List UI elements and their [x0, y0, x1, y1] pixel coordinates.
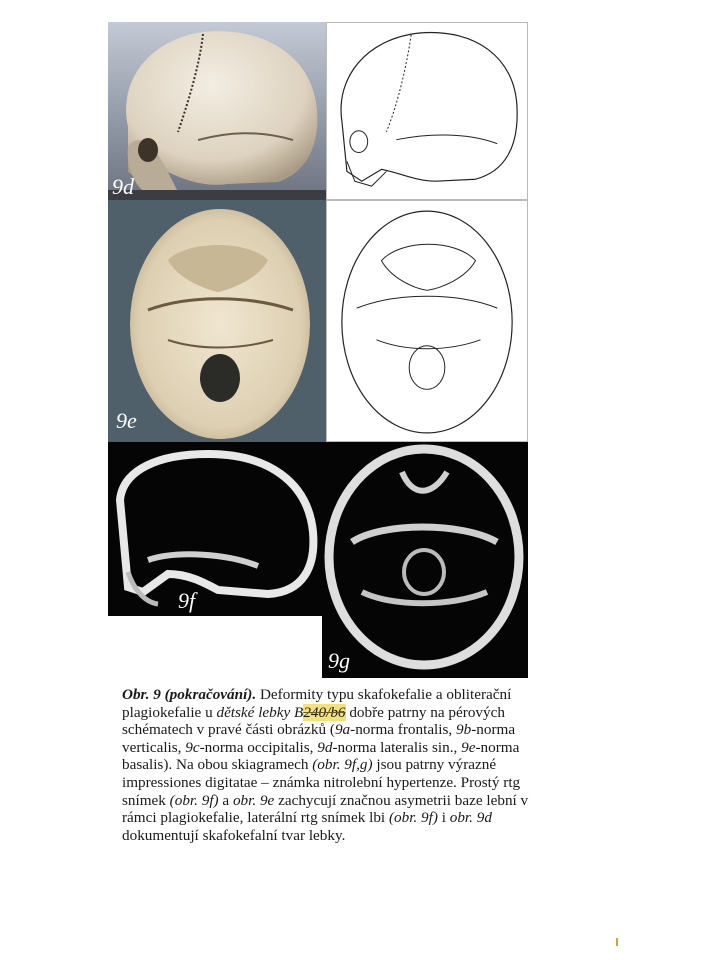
- caption-text: dobře patrny na pérových schématech v pravé části obrázků (: [122, 703, 505, 739]
- caption-text: -norma verticalis,: [122, 721, 516, 756]
- caption-text: i: [437, 809, 450, 827]
- scan-speck: [616, 938, 618, 946]
- caption-text: dokumentují skafokefalní tvar lebky.: [122, 826, 346, 844]
- figure-caption: [122, 686, 552, 844]
- caption-text: a: [218, 791, 233, 809]
- label-9d: 9d: [112, 174, 134, 199]
- caption-text: -norma frontalis,: [350, 721, 457, 739]
- label-9e: 9e: [116, 408, 137, 433]
- skull-lateral-drawing: [327, 23, 527, 199]
- caption-strike-prefix: B: [294, 703, 304, 721]
- caption-text: -norma lateralis sin.,: [332, 738, 462, 756]
- caption-italic: 9c: [185, 738, 200, 756]
- caption-text: Deformity typu skafokefalie a obliterační plagiokefalie u: [122, 686, 512, 721]
- skull-lateral-photo-graphic: [108, 22, 326, 200]
- label-9g: 9g: [328, 648, 350, 673]
- caption-italic: obr. 9e: [232, 791, 275, 809]
- caption-italic: 9e: [461, 738, 476, 756]
- caption-italic: (obr. 9f,g): [312, 756, 373, 774]
- skull-basal-photo-graphic: [108, 200, 326, 442]
- xray-lateral-graphic: [108, 442, 322, 616]
- caption-text: zachycují značnou asymetrii baze lební v rámci plagiokefalie, laterální rtg snímek lbi: [122, 791, 529, 827]
- photo-9e-basal-skull: [108, 200, 326, 442]
- xray-9g-basal: [322, 442, 528, 678]
- label-9f: 9f: [178, 588, 196, 613]
- photo-9d-lateral-skull: [108, 22, 326, 200]
- caption-italic: (obr. 9f): [169, 791, 219, 809]
- drawing-9d-lateral-skull: [326, 22, 528, 200]
- caption-italic: (obr. 9f): [388, 809, 438, 827]
- caption-text: -norma basalis). Na obou skiagramech: [122, 738, 520, 774]
- caption-italic: 9d: [317, 738, 333, 756]
- drawing-9e-basal-skull: [326, 200, 528, 442]
- caption-italic: 9b: [456, 721, 472, 739]
- caption-text: -norma occipitalis,: [199, 738, 318, 756]
- caption-italic: obr. 9d: [449, 809, 492, 827]
- caption-highlighted-strike: 240/b6: [303, 703, 346, 721]
- caption-lead: Obr. 9 (pokračování).: [122, 686, 257, 703]
- caption-italic: 9a: [334, 721, 351, 739]
- xray-basal-graphic: [322, 442, 528, 678]
- skull-basal-drawing: [327, 201, 527, 441]
- caption-text: jsou patrny výrazné impressiones digitatae – známka nitrolební hypertenze. Prostý rtg snímek: [122, 756, 521, 809]
- caption-italic: dětské lebky: [216, 703, 295, 721]
- xray-9f-lateral: [108, 442, 322, 616]
